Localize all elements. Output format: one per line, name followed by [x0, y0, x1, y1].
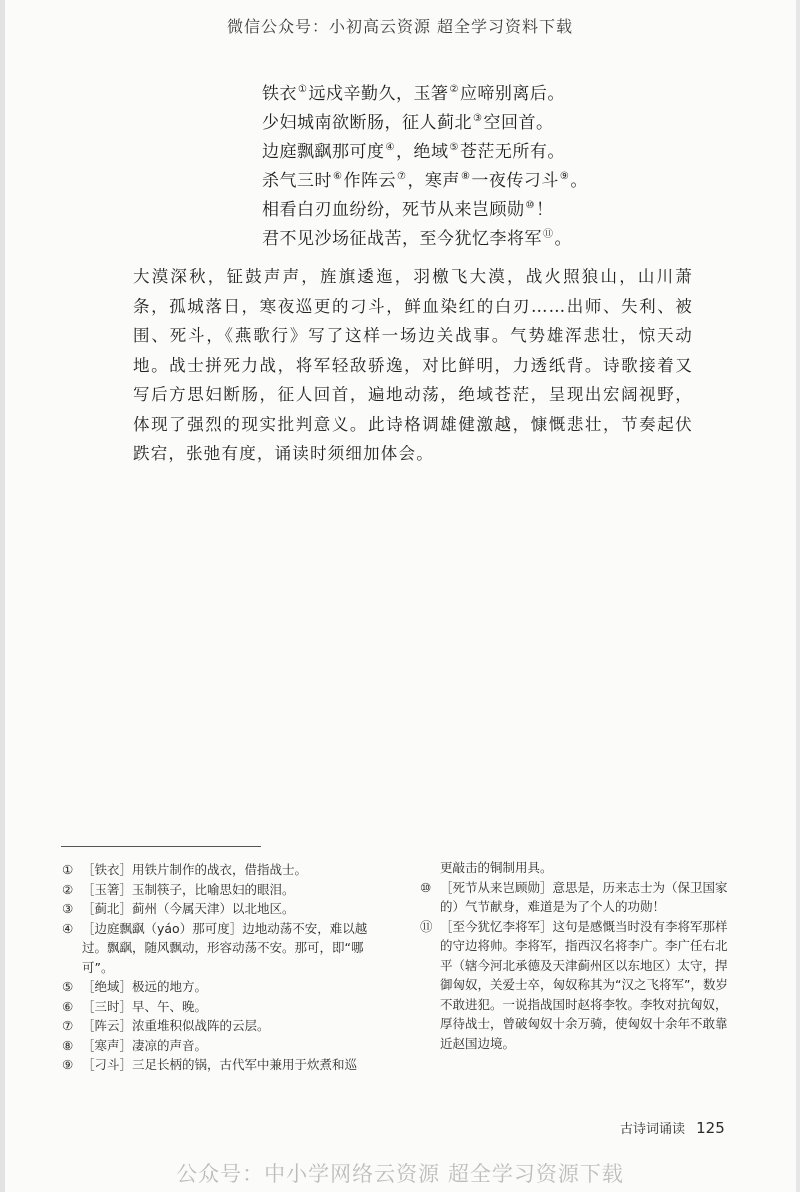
footnote-number: ④ — [62, 920, 74, 936]
poem-text: ，寒声 — [407, 171, 460, 191]
footnote-number: ⑩ — [420, 879, 432, 895]
footnote-text: ［三时］早、午、晚。 — [82, 998, 208, 1014]
poem-text: 杀气三时 — [262, 171, 332, 191]
footnote-number: ① — [62, 862, 74, 877]
poem-text: 空回首。 — [483, 113, 554, 133]
footnote-text: ［至今犹忆李将军］这句是感慨当时没有李将军那样的守边将帅。李将军，指西汉名将李广。李广任右北平（辖今河北承德及天津蓟州区以东地区）太守，捍御匈奴，关爱士卒，匈奴称其为“汉之飞将军”，数岁不敢进犯。一说指战国时赵将李牧。李牧对抗匈奴，厚待战士，曾破匈奴十余万骑，使匈奴十余年不敢靠近赵国边境。 — [440, 918, 728, 1051]
footnote-marker: ⑥ — [333, 171, 343, 182]
poem-text: 铁衣 — [262, 84, 297, 104]
footnote-item — [62, 860, 382, 880]
footnote-item — [62, 1036, 382, 1056]
footnote-marker: ⑦ — [396, 171, 407, 182]
poem-text: 作阵云 — [343, 171, 396, 191]
footnote-text: ［寒声］凄凉的声音。 — [82, 1037, 208, 1053]
poem-text: 应啼别离后。 — [459, 84, 565, 104]
poem-text: 边庭飘飖那可度 — [262, 142, 385, 162]
poem-line — [262, 133, 662, 162]
footnote-item — [420, 878, 738, 917]
footnote-marker: ③ — [473, 113, 483, 124]
footnote-divider — [61, 846, 261, 847]
poem-text: 。 — [570, 171, 588, 191]
poem-line — [262, 104, 662, 133]
footnotes-left-column — [62, 860, 382, 1075]
footnote-number: ⑪ — [420, 918, 433, 934]
footnote-item — [62, 899, 382, 919]
page-footer — [620, 1118, 725, 1137]
poem-text: 一夜传刁斗 — [471, 171, 559, 191]
poem-text: ！ — [535, 200, 554, 220]
page-edge-left — [0, 0, 5, 1192]
footnote-text: ［绝域］极远的地方。 — [82, 979, 208, 994]
footnote-item — [420, 917, 738, 1054]
footnote-number: ③ — [62, 901, 74, 916]
footnote-item — [62, 880, 382, 900]
footnote-text: ［刁斗］三足长柄的锅，古代军中兼用于炊煮和巡 — [82, 1057, 358, 1072]
footnote-text: ［蓟北］蓟州（今属天津）以北地区。 — [82, 901, 295, 916]
page-edge-right — [796, 0, 800, 1192]
footnote-continuation: 更敲击的铜制用具。 — [440, 860, 553, 875]
footnote-text: ［铁衣］用铁片制作的战衣，借指战士。 — [82, 862, 308, 877]
poem-text: 君不见沙场征战苦，至今犹忆李将军 — [262, 229, 542, 249]
footnote-text: ［阵云］浓重堆积似战阵的云层。 — [82, 1018, 270, 1033]
poem-line — [262, 220, 662, 249]
footnote-marker: ⑨ — [559, 171, 570, 182]
footnote-text: ［死节从来岂顾勋］意思是，历来志士为（保卫国家的）气节献身，难道是为了个人的功勋！ — [440, 879, 728, 914]
poem-text: 远戍辛勤久，玉箸 — [308, 84, 449, 104]
footnote-text: ［玉箸］玉制筷子，比喻思妇的眼泪。 — [82, 881, 295, 897]
poem-text: 苍茫无所有。 — [459, 142, 565, 162]
footnote-number: ⑥ — [62, 998, 74, 1014]
footnote-item — [62, 1055, 382, 1075]
footnote-number: ⑤ — [62, 979, 74, 994]
footer-section-title: 古诗词诵读 — [620, 1122, 686, 1137]
footnote-marker: ⑪ — [543, 229, 554, 240]
footnote-item — [62, 997, 382, 1017]
footnote-number: ⑧ — [62, 1037, 74, 1053]
footnote-text: ［边庭飘飖（yáo）那可度］边地动荡不安，难以越过。飘飖，随风飘动，形容动荡不安。那可，即“哪可”。 — [82, 920, 368, 975]
footnote-item — [62, 919, 382, 978]
footnote-marker: ② — [449, 84, 459, 95]
footnote-number: ⑦ — [62, 1018, 74, 1033]
footnote-number: ⑨ — [62, 1057, 74, 1072]
poem-text: ，绝域 — [395, 142, 449, 162]
poem-text: 相看白刃血纷纷，死节从来岂顾勋 — [262, 200, 525, 220]
footnote-marker: ④ — [385, 142, 395, 153]
footnote-item — [62, 1016, 382, 1036]
header-watermark: 微信公众号：小初高云资源 超全学习资料下载 — [226, 17, 574, 36]
poem-line — [262, 162, 662, 191]
poem-text: 少妇城南欲断肠，征人蓟北 — [262, 113, 472, 133]
commentary-paragraph: 大漠深秋，钲鼓声声，旌旗逶迤，羽檄飞大漠，战火照狼山，山川萧条，孤城落日，寒夜巡更的刁斗，鲜血染红的白刃……出师、失利、被围、死斗，《燕歌行》写了这样一场边关战事。气势雄浑悲壮，惊天动地。战士拼死力战，将军轻敌骄逸，对比鲜明，力透纸背。诗歌接着又写后方思妇断肠，征人回首，遍地动荡，绝域苍茫，呈现出宏阔视野，体现了强烈的现实批判意义。此诗格调雄健激越，慷慨悲壮，节奏起伏跌宕，张弛有度，诵读时须细加体会。 — [133, 267, 693, 463]
footnote-number: ② — [62, 881, 74, 897]
footnote-marker: ⑩ — [525, 200, 535, 211]
footnotes-right-column — [420, 858, 738, 1053]
footnote-marker: ⑧ — [460, 171, 471, 182]
poem-line — [262, 191, 662, 220]
page-number: 125 — [696, 1119, 725, 1137]
poem-text: 。 — [554, 229, 572, 249]
bottom-watermark: 公众号：中小学网络云资源 超全学习资源下载 — [176, 1162, 624, 1186]
poem — [262, 75, 662, 249]
footnote-marker: ① — [298, 84, 308, 95]
footnote-item — [62, 977, 382, 997]
footnote-list — [420, 878, 738, 1054]
poem-line — [262, 75, 662, 104]
footnote-marker: ⑤ — [449, 142, 459, 153]
